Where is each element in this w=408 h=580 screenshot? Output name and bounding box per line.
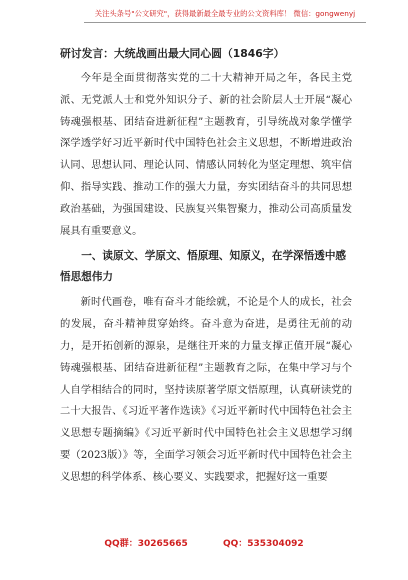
section-heading: 一、读原文、学原文、悟原理、知原义，在学深悟透中感悟思想伟力 bbox=[60, 250, 347, 284]
header-banner: 关注头条号"公文研究"，获得最新最全最专业的公文资料库！ 微信：gongwenyj bbox=[84, 8, 366, 23]
footer-contact bbox=[0, 536, 408, 549]
intro-paragraph: 今年是全面贯彻落实党的二十大精神开局之年，各民主党派、无党派人士和党外知识分子、新的社会阶层人士开展“凝心铸魂强根基、团结奋进新征程”主题教育，引导统战对象学懂学深学透学好习近平新时代中国特色社会主义思想，不断增进政治认同、思想认同、理论认同、情感认同转化为坚定理想、筑牢信仰、指导实践、推动工作的强大力量，夯实团结奋斗的共同思想政治基础，为强国建设、民族复兴集智聚力，推动公司高质量发展具有重要意义。 bbox=[60, 72, 352, 237]
document-title: 研讨发言：大统战画出最大同心圆（1846字） bbox=[60, 47, 285, 60]
section-paragraph: 新时代画卷，唯有奋斗才能绘就，不论是个人的成长，社会的发展，奋斗精神贯穿始终。奋斗意为奋进，是勇往无前的动力，是开拓创新的源泉，是继往开来的力量支撑正值开展“凝心铸魂强根基、团结奋进新征程”主题教育之际，在集中学习与个人自学相结合的同时，坚持读原著学原文悟原理，认真研读党的二十大报告、《习近平著作选读》《习近平新时代中国特色社会主义思想专题摘编》《习近平新时代中国特色社会主义思想学习纲要（2023版）》等，全面学习领会习近平新时代中国特色社会主义思想的科学体系、核心要义、实践要求，把握好这一重要 bbox=[60, 296, 352, 483]
footer-qq: QQ：535304092 bbox=[222, 539, 304, 549]
footer-qq-group: QQ群：30265665 bbox=[104, 539, 188, 549]
document-body bbox=[60, 46, 352, 489]
